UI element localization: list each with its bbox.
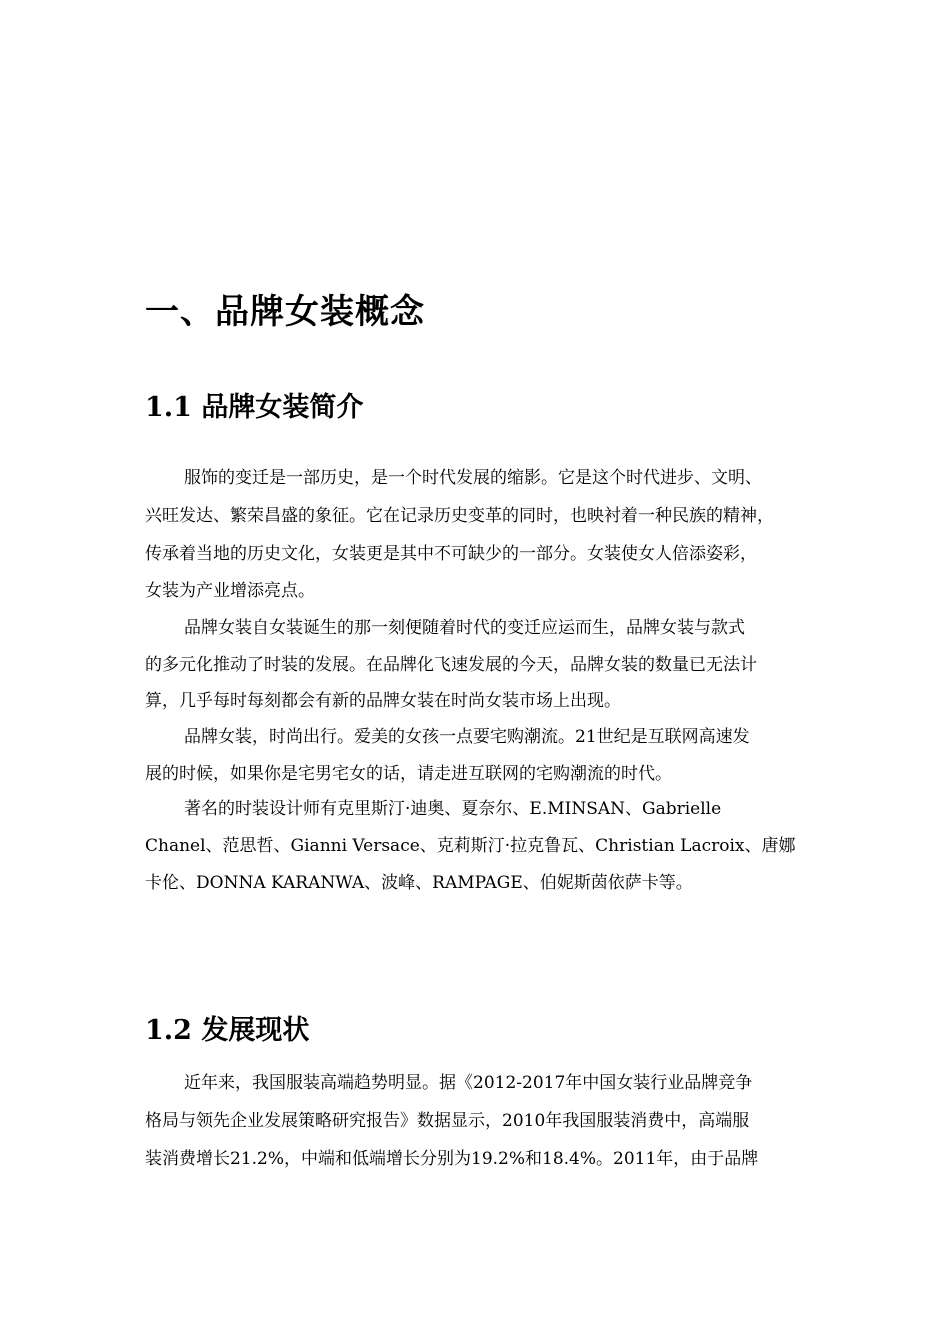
- paragraph-line: 装消费增长21.2%，中端和低端增长分别为19.2%和18.4%。2011年，由于品牌: [145, 1149, 759, 1169]
- paragraph-line: 女装为产业增添亮点。: [145, 581, 315, 601]
- paragraph-line: 传承着当地的历史文化，女装更是其中不可缺少的一部分。女装使女人倍添姿彩，: [145, 544, 757, 564]
- paragraph-line: 品牌女装，时尚出行。爱美的女孩一点要宅购潮流。21世纪是互联网高速发: [184, 727, 750, 747]
- paragraph-line: 品牌女装自女装诞生的那一刻便随着时代的变迁应运而生，品牌女装与款式: [184, 618, 745, 638]
- paragraph-line: 近年来，我国服装高端趋势明显。据《2012-2017年中国女装行业品牌竞争: [184, 1073, 753, 1093]
- paragraph-line: 展的时候，如果你是宅男宅女的话，请走进互联网的宅购潮流的时代。: [145, 764, 672, 784]
- chapter-title: 一、品牌女装概念: [145, 292, 425, 332]
- paragraph-line: 著名的时装设计师有克里斯汀·迪奥、夏奈尔、E.MINSAN、Gabrielle: [184, 799, 722, 819]
- paragraph-line: 卡伦、DONNA KARANWA、波峰、RAMPAGE、伯妮斯茵依萨卡等。: [145, 873, 693, 893]
- section-title-1-1: 1.1 品牌女装简介: [145, 392, 364, 423]
- paragraph-line: 的多元化推动了时装的发展。在品牌化飞速发展的今天，品牌女装的数量已无法计: [145, 655, 757, 675]
- paragraph-line: 兴旺发达、繁荣昌盛的象征。它在记录历史变革的同时，也映衬着一种民族的精神，: [145, 506, 774, 526]
- paragraph-line: 算，几乎每时每刻都会有新的品牌女装在时尚女装市场上出现。: [145, 691, 621, 711]
- paragraph-line: Chanel、范思哲、Gianni Versace、克莉斯汀·拉克鲁瓦、Christian Lacroix、唐娜: [145, 836, 796, 856]
- paragraph-line: 服饰的变迁是一部历史，是一个时代发展的缩影。它是这个时代进步、文明、: [184, 468, 762, 488]
- paragraph-line: 格局与领先企业发展策略研究报告》数据显示，2010年我国服装消费中，高端服: [145, 1111, 750, 1131]
- section-title-1-2: 1.2 发展现状: [145, 1015, 310, 1046]
